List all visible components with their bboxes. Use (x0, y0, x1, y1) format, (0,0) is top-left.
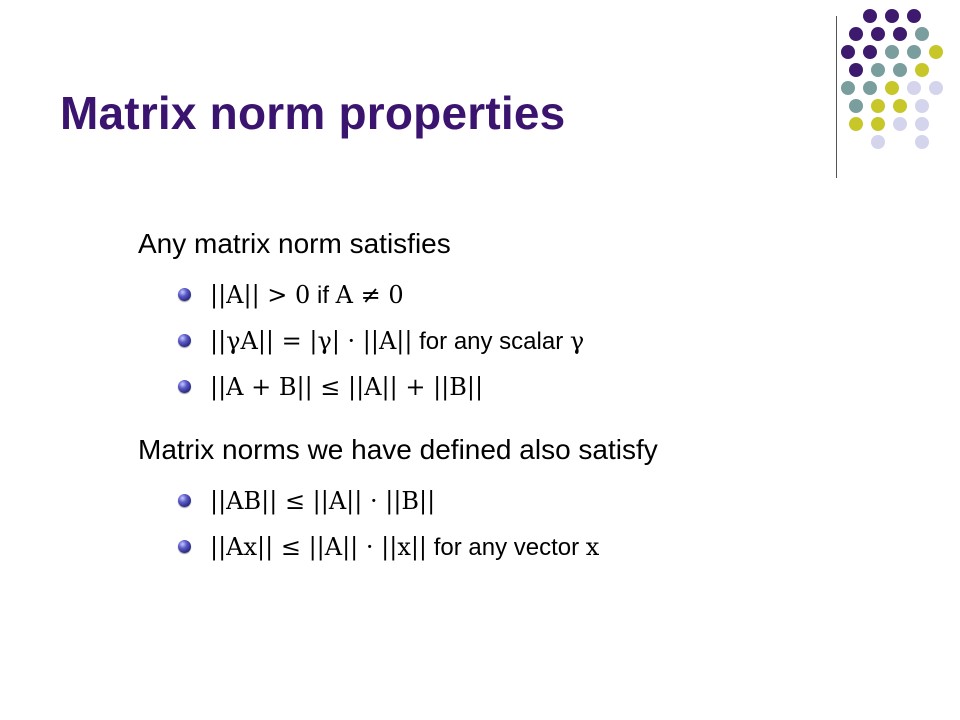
decorative-dot (871, 99, 885, 113)
decorative-dot (849, 117, 863, 131)
bullet-icon (178, 540, 191, 553)
decorative-divider (836, 16, 837, 178)
decorative-dot (885, 45, 899, 59)
decorative-dot (915, 117, 929, 131)
decorative-dot (893, 99, 907, 113)
decorative-dot (863, 81, 877, 95)
decorative-dot (871, 63, 885, 77)
decorative-dot (863, 9, 877, 23)
decorative-dot (915, 99, 929, 113)
decorative-dot (871, 135, 885, 149)
formula: ||γA|| = |γ| · ||A|| (210, 327, 413, 355)
decorative-dot (885, 81, 899, 95)
formula: A ≠ 0 (335, 281, 404, 309)
decorative-dot (871, 117, 885, 131)
bullet-icon (178, 334, 191, 347)
list-item (138, 478, 898, 524)
list-item (138, 272, 898, 318)
decorative-dot (841, 45, 855, 59)
bullet-icon (178, 380, 191, 393)
decorative-dot (863, 45, 877, 59)
decorative-dot (907, 81, 921, 95)
item-text: for any vector (427, 534, 586, 561)
decorative-dot (893, 27, 907, 41)
decorative-dot (907, 45, 921, 59)
list-item (138, 524, 898, 570)
bullet-icon (178, 494, 191, 507)
item-text: for any scalar (412, 328, 570, 355)
decorative-dot (849, 27, 863, 41)
section-heading-2: Matrix norms we have defined also satisfy (138, 434, 658, 465)
bullet-icon (178, 288, 191, 301)
section-heading-1: Any matrix norm satisfies (138, 228, 451, 259)
item-text: if (310, 282, 336, 309)
list-item (138, 364, 898, 410)
decorative-dot (929, 45, 943, 59)
formula: x (585, 533, 600, 561)
decorative-dot (893, 63, 907, 77)
slide-content (138, 224, 898, 570)
formula: ||AB|| ≤ ||A|| · ||B|| (210, 487, 436, 515)
formula: ||A + B|| ≤ ||A|| + ||B|| (210, 373, 484, 401)
formula: γ (569, 327, 585, 355)
decorative-dot (929, 81, 943, 95)
decorative-dot (885, 9, 899, 23)
decorative-dot (849, 63, 863, 77)
decorative-dot (841, 81, 855, 95)
decorative-dot (915, 63, 929, 77)
slide-title: Matrix norm properties (60, 87, 566, 139)
formula: ||A|| > 0 (210, 281, 311, 309)
list-item (138, 318, 898, 364)
decorative-dot (907, 9, 921, 23)
decorative-dot (893, 117, 907, 131)
decorative-dot (915, 135, 929, 149)
decorative-dot (849, 99, 863, 113)
bullet-list-2 (138, 478, 898, 570)
decorative-dot (915, 27, 929, 41)
formula: ||Ax|| ≤ ||A|| · ||x|| (210, 533, 428, 561)
bullet-list-1 (138, 272, 898, 410)
decorative-dot (871, 27, 885, 41)
